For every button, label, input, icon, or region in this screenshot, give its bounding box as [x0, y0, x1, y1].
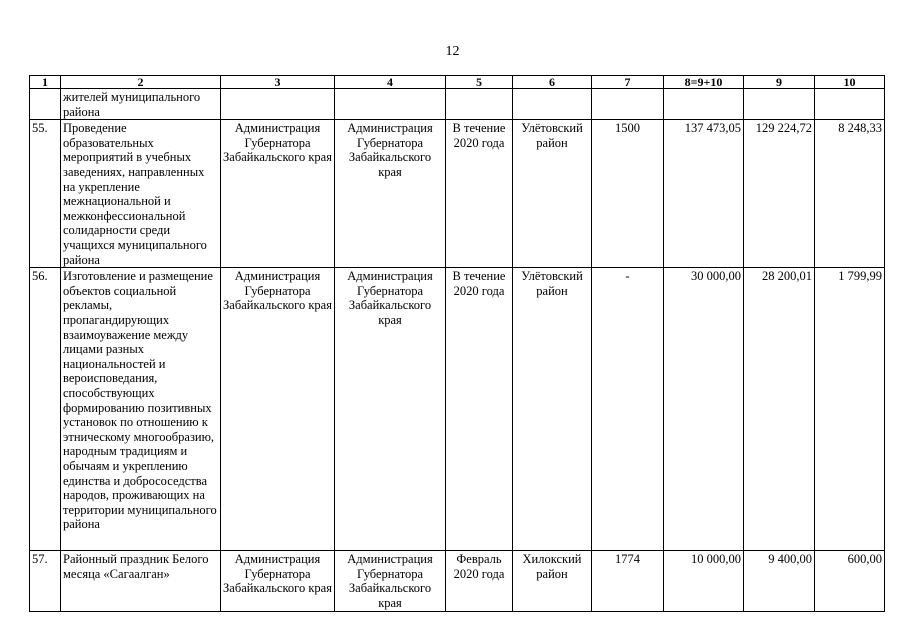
header-cell: 9: [744, 76, 815, 89]
header-cell: 10: [815, 76, 885, 89]
table-row: [30, 120, 885, 268]
organizer-cell: [335, 89, 446, 120]
description-cell: Проведение образовательных мероприятий в учебных заведениях, направленных на укрепление межнациональной и межконфессиональной солидарности среди учащихся муниципального района: [61, 120, 221, 268]
row-number: 56.: [30, 268, 61, 551]
responsible-cell: [221, 89, 335, 120]
document-table: [29, 75, 885, 612]
organizer-cell: Администрация Губернатора Забайкальского края: [335, 268, 446, 551]
header-cell: 2: [61, 76, 221, 89]
organizer-cell: Администрация Губернатора Забайкальского края: [335, 551, 446, 611]
col9-cell: 9 400,00: [744, 551, 815, 611]
total-cell: [664, 89, 744, 120]
table-row: [30, 551, 885, 611]
page-number: 12: [445, 44, 460, 59]
table-row: [30, 268, 885, 551]
col10-cell: 1 799,99: [815, 268, 885, 551]
row-number-cell: [30, 89, 61, 120]
organizer-cell: Администрация Губернатора Забайкальского края: [335, 120, 446, 268]
header-cell: 3: [221, 76, 335, 89]
participants-cell: -: [592, 268, 664, 551]
table-header-row: [30, 76, 885, 89]
col10-cell: 8 248,33: [815, 120, 885, 268]
participants-cell: 1774: [592, 551, 664, 611]
col10-cell: [815, 89, 885, 120]
row-number: 55.: [30, 120, 61, 268]
responsible-cell: Администрация Губернатора Забайкальского края: [221, 268, 335, 551]
responsible-cell: Администрация Губернатора Забайкальского края: [221, 120, 335, 268]
total-cell: 10 000,00: [664, 551, 744, 611]
header-cell: 4: [335, 76, 446, 89]
col9-cell: 28 200,01: [744, 268, 815, 551]
period-cell: Февраль 2020 года: [446, 551, 513, 611]
total-cell: 137 473,05: [664, 120, 744, 268]
header-cell: 1: [30, 76, 61, 89]
district-cell: [513, 89, 592, 120]
header-cell: 8=9+10: [664, 76, 744, 89]
participants-cell: 1500: [592, 120, 664, 268]
header-cell: 7: [592, 76, 664, 89]
district-cell: Улётовский район: [513, 268, 592, 551]
period-cell: В течение 2020 года: [446, 120, 513, 268]
responsible-cell: Администрация Губернатора Забайкальского края: [221, 551, 335, 611]
period-cell: В течение 2020 года: [446, 268, 513, 551]
district-cell: Улётовский район: [513, 120, 592, 268]
period-cell: [446, 89, 513, 120]
description-cell: Изготовление и размещение объектов социальной рекламы, пропагандирующих взаимоуважение между лицами разных национальностей и вероисповедания, способствующих формированию позитивных установок по отношению к этническому многообразию, народным традициям и обычаям и укреплению единства и добрососедства народов, проживающих на территории муниципального района: [61, 268, 221, 551]
col10-cell: 600,00: [815, 551, 885, 611]
participants-cell: [592, 89, 664, 120]
description-cell: жителей муниципального района: [61, 89, 221, 120]
description-cell: Районный праздник Белого месяца «Сагаалган»: [61, 551, 221, 611]
row-number: 57.: [30, 551, 61, 611]
total-cell: 30 000,00: [664, 268, 744, 551]
header-cell: 5: [446, 76, 513, 89]
col9-cell: 129 224,72: [744, 120, 815, 268]
table-row-continuation: [30, 89, 885, 120]
district-cell: Хилокский район: [513, 551, 592, 611]
header-cell: 6: [513, 76, 592, 89]
col9-cell: [744, 89, 815, 120]
